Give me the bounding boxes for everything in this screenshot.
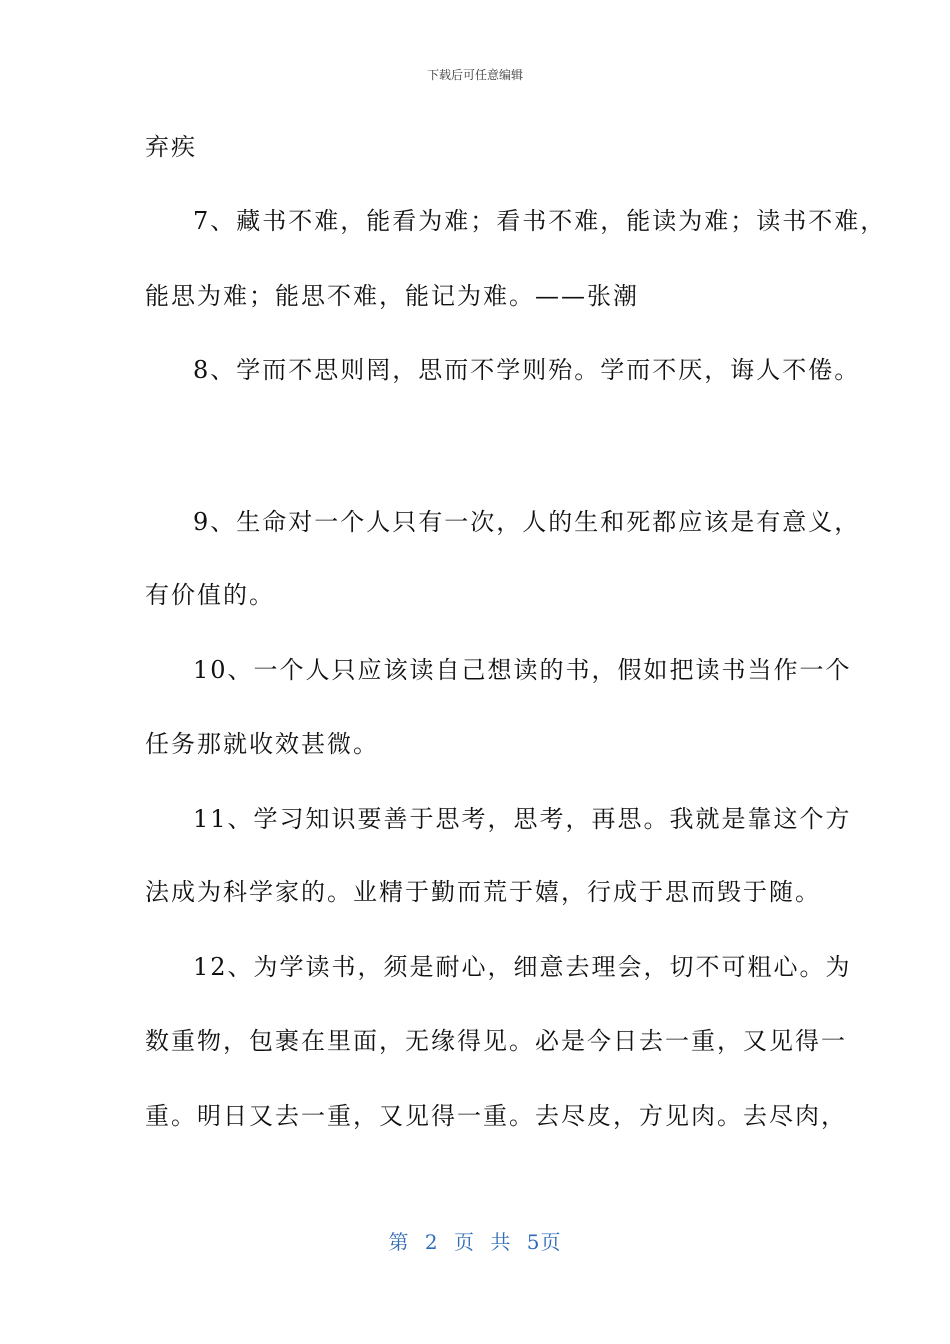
text-line: 8、学而不思则罔，思而不学则殆。学而不厌，诲人不倦。 [193, 356, 861, 384]
footer-label-page: 第 [388, 1230, 410, 1254]
footer-label-ye: 页 [454, 1230, 475, 1254]
text-line: 弃疾 [145, 133, 197, 161]
text-line: 7、藏书不难，能看为难；看书不难，能读为难；读书不难， [193, 207, 887, 235]
footer-current-page: 2 [424, 1230, 439, 1254]
text-line: 有价值的。 [145, 581, 275, 609]
text-line: 9、生命对一个人只有一次，人的生和死都应该是有意义， [193, 508, 861, 536]
text-line: 12、为学读书，须是耐心，细意去理会，切不可粗心。为 [193, 953, 852, 981]
page-header: 下载后可任意编辑 [426, 68, 523, 82]
text-line: 任务那就收效甚微。 [145, 730, 379, 758]
text-line: 重。明日又去一重，又见得一重。去尽皮，方见肉。去尽肉， [145, 1102, 847, 1130]
text-line: 能思为难；能思不难，能记为难。——张潮 [145, 282, 639, 310]
footer-total-pages: 5页 [526, 1230, 562, 1254]
text-line: 11、学习知识要善于思考，思考，再思。我就是靠这个方 [193, 805, 852, 833]
page-footer [0, 1226, 950, 1255]
footer-label-total: 共 [490, 1230, 512, 1254]
text-line: 法成为科学家的。业精于勤而荒于嬉，行成于思而毁于随。 [145, 878, 821, 906]
text-line: 10、一个人只应该读自己想读的书，假如把读书当作一个 [193, 656, 852, 684]
text-line: 数重物，包裹在里面，无缘得见。必是今日去一重，又见得一 [145, 1027, 847, 1055]
